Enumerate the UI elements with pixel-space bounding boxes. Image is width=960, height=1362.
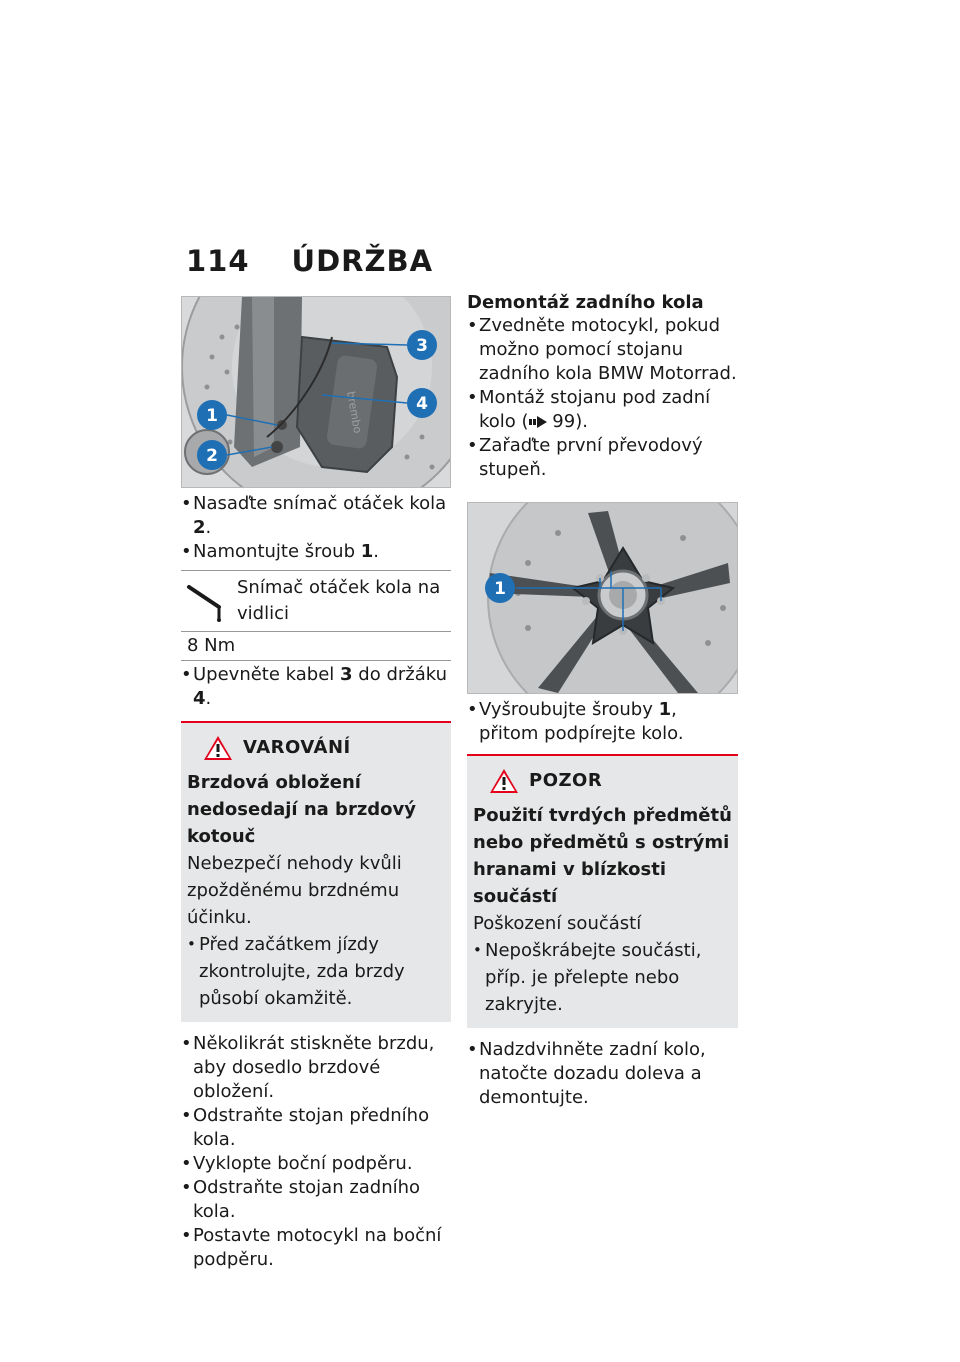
list-item: • Nepoškrábejte součásti, příp. je přelepte nebo zakryjte. [473,937,732,1018]
list-item: • Vyklopte boční podpěru. [181,1152,451,1176]
figure-front-brake [181,296,451,488]
torque-wrench-icon [185,575,225,623]
caution-box [467,754,738,1028]
svg-text:brembo: brembo [344,390,365,435]
list-item: • Zvedněte motocykl, pokud možno pomocí stojanu zadního kola BMW Motorrad. [467,314,738,386]
chapter-title: ÚDRŽBA [291,244,434,278]
left-column [181,296,451,1272]
section-heading: Demontáž zadního kola [467,292,704,313]
page-number: 114 [186,244,250,278]
torque-label: Snímač otáček kola na vidlici [237,577,441,624]
callout-1-label: 1 [494,579,506,599]
rear-wheel-illustration [468,503,737,693]
callout-4-label: 4 [416,394,428,414]
steps-list-b [181,663,451,711]
list-item: • Nasaďte snímač otáček kola 2. [181,492,451,540]
list-item: • Montáž stojanu pod zadní kolo ( 99). [467,386,738,434]
list-item: • Namontujte šroub 1. [181,540,451,564]
torque-value: 8 Nm [181,631,451,661]
list-item: • Odstraňte stojan zadního kola. [181,1176,451,1224]
steps-list-a [181,492,451,564]
warning-title: VAROVÁNÍ [243,737,351,758]
list-item: • Postavte motocykl na boční podpěru. [181,1224,451,1272]
steps-list-right-b [467,698,738,746]
list-item: • Několikrát stiskněte brzdu, aby dosedlo brzdové obložení. [181,1032,451,1104]
caution-list [473,937,732,1018]
list-item: • Odstraňte stojan předního kola. [181,1104,451,1152]
front-brake-illustration [182,297,450,487]
right-column [467,292,738,1110]
page-ref-arrow-icon [529,416,547,428]
warning-subtitle: Brzdová obložení nedosedají na brzdový kotouč [187,772,417,847]
warning-triangle-icon [489,768,519,794]
callout-3-label: 3 [416,336,428,356]
warning-list [187,931,445,1012]
list-item: • Nadzdvihněte zadní kolo, natočte dozadu doleva a demontujte. [467,1038,738,1110]
list-item: • Zařaďte první převodový stupeň. [467,434,738,482]
callout-2-label: 2 [206,446,218,466]
steps-list-right-a [467,314,738,482]
warning-text: Nebezpečí nehody kvůli zpožděnému brzdnému účinku. [187,853,402,928]
torque-table [181,570,451,661]
figure-rear-wheel [467,502,738,694]
steps-list-right-c [467,1038,738,1110]
callout-1-label: 1 [206,406,218,426]
caution-subtitle: Použití tvrdých předmětů nebo předmětů s ostrými hranami v blízkosti součástí [473,805,732,907]
page-header [186,244,433,278]
list-item: • Upevněte kabel 3 do držáku 4. [181,663,451,711]
list-item: • Před začátkem jízdy zkontrolujte, zda brzdy působí okamžitě. [187,931,445,1012]
warning-triangle-icon [203,735,233,761]
warning-box [181,721,451,1022]
steps-list-c [181,1032,451,1272]
caution-title: POZOR [529,770,603,791]
page-ref[interactable]: 99 [552,411,576,432]
list-item: • Vyšroubujte šrouby 1, přitom podpírejte kolo. [467,698,738,746]
caution-text: Poškození součástí [473,913,642,934]
